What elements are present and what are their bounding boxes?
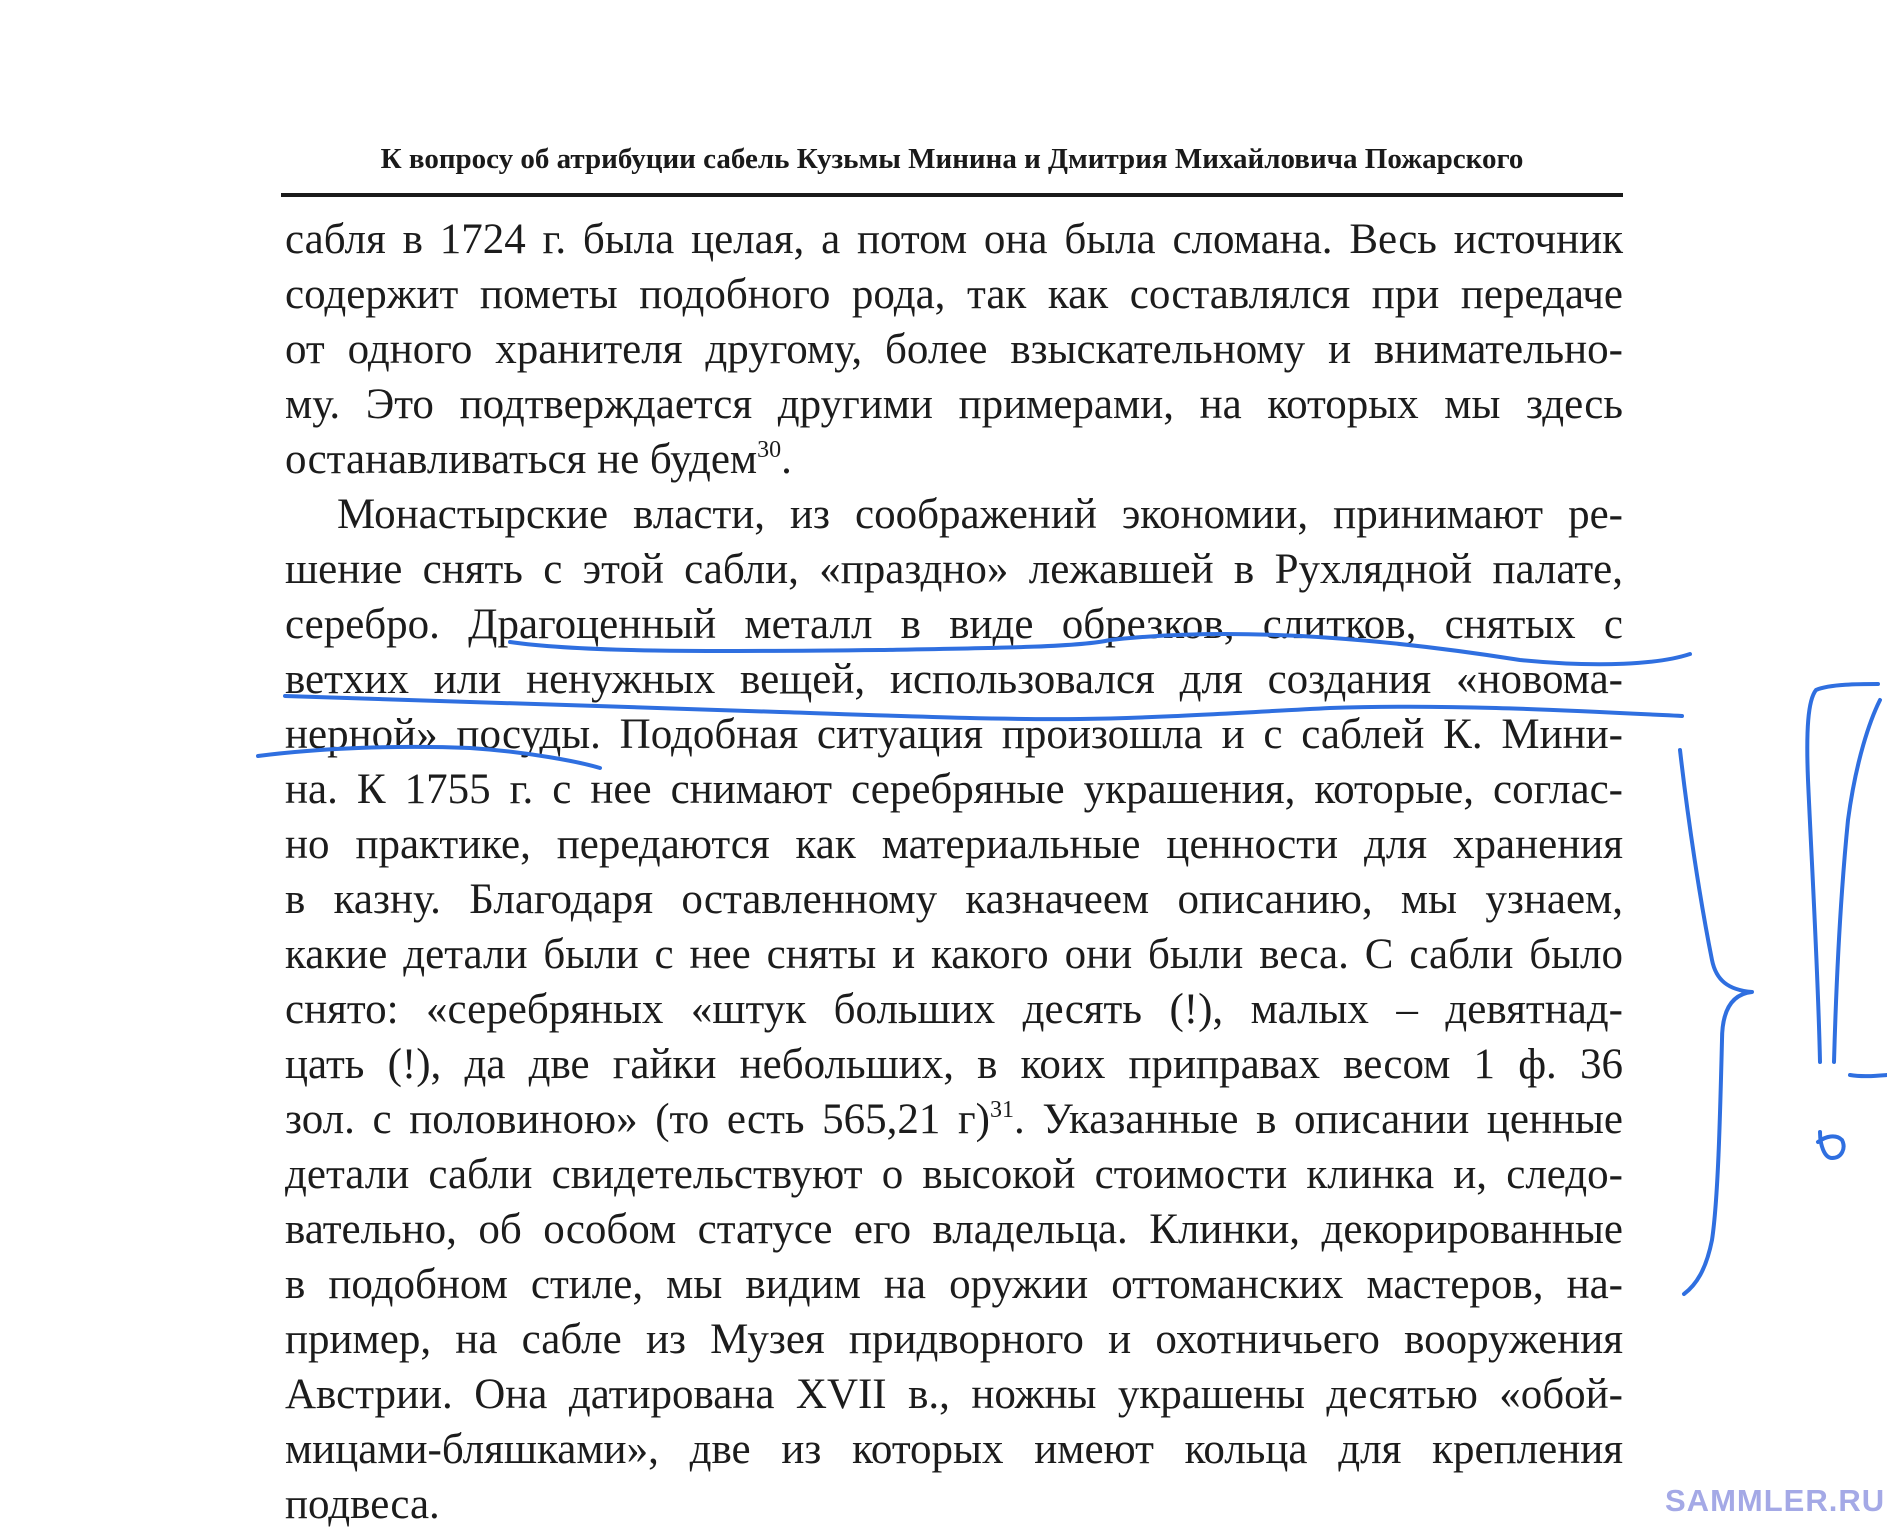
- exclamation-dot: [1818, 1132, 1844, 1158]
- text-line: в подобном стиле, мы видим на оружии оттоманских мастеров, на-: [285, 1261, 1623, 1308]
- text-line: Австрии. Она датирована XVII в., ножны украшены десятью «обой-: [285, 1371, 1623, 1418]
- watermark: SAMMLER.RU: [1665, 1483, 1886, 1518]
- header-rule: [281, 193, 1623, 197]
- margin-bracket: [1680, 750, 1752, 1294]
- exclamation-mark: [1850, 1075, 1887, 1076]
- text-line: ветхих или ненужных вещей, использовался для создания «новома-: [285, 656, 1623, 703]
- running-head: К вопросу об атрибуции сабель Кузьмы Минина и Дмитрия Михайловича Пожарского: [380, 143, 1524, 175]
- text-line: вательно, об особом статусе его владельца. Клинки, декорированные: [285, 1206, 1623, 1253]
- footnote-ref: 30: [757, 437, 782, 463]
- text-line: цать (!), да две гайки небольших, в коих приправах весом 1 ф. 36: [285, 1041, 1623, 1088]
- text-line-with-footnote: [285, 432, 1623, 487]
- text-line: пример, на сабле из Музея придворного и охотничьего вооружения: [285, 1316, 1623, 1363]
- text-line: снято: «серебряных «штук больших десять (!), малых – девятнад-: [285, 986, 1623, 1033]
- exclamation-mark: [1807, 684, 1878, 1062]
- text-line: нерной» посуды. Подобная ситуация произошла и с саблей К. Мини-: [285, 711, 1623, 758]
- text-line-content: зол. с половиною» (то есть 565,21 г): [285, 1096, 990, 1143]
- text-line: детали сабли свидетельствуют о высокой стоимости клинка и, следо-: [285, 1151, 1623, 1198]
- text-line: серебро. Драгоценный металл в виде обрезков, слитков, снятых с: [285, 601, 1623, 648]
- text-line: от одного хранителя другому, более взыскательному и внимательно-: [285, 326, 1623, 373]
- text-line: подвеса.: [285, 1481, 440, 1528]
- text-line: шение снять с этой сабли, «праздно» лежавшей в Рухлядной палате,: [285, 546, 1623, 593]
- text-line: какие детали были с нее сняты и какого они были веса. С сабли было: [285, 931, 1623, 978]
- text-line: му. Это подтверждается другими примерами, на которых мы здесь: [285, 381, 1623, 428]
- text-line-tail: .: [781, 436, 792, 483]
- paragraph-start-line: Монастырские власти, из соображений экономии, принимают ре-: [337, 491, 1623, 538]
- footnote-ref: 31: [990, 1097, 1014, 1123]
- text-line: на. К 1755 г. с нее снимают серебряные украшения, которые, соглас-: [285, 766, 1623, 813]
- text-line-tail: . Указанные в описании ценные: [1014, 1096, 1623, 1143]
- text-line-content: останавливаться не будем: [285, 436, 758, 483]
- text-line: содержит пометы подобного рода, так как составлялся при передаче: [285, 271, 1623, 318]
- exclamation-mark: [1834, 700, 1880, 1062]
- text-line: сабля в 1724 г. была целая, а потом она была сломана. Весь источник: [285, 216, 1623, 263]
- text-line: в казну. Благодаря оставленному казначеем описанию, мы узнаем,: [285, 876, 1623, 923]
- text-line: но практике, передаются как материальные ценности для хранения: [285, 821, 1623, 868]
- body-text: [285, 212, 1623, 1532]
- text-line: мицами-бляшками», две из которых имеют кольца для крепления: [285, 1426, 1623, 1473]
- text-line-with-footnote: [285, 1092, 1623, 1147]
